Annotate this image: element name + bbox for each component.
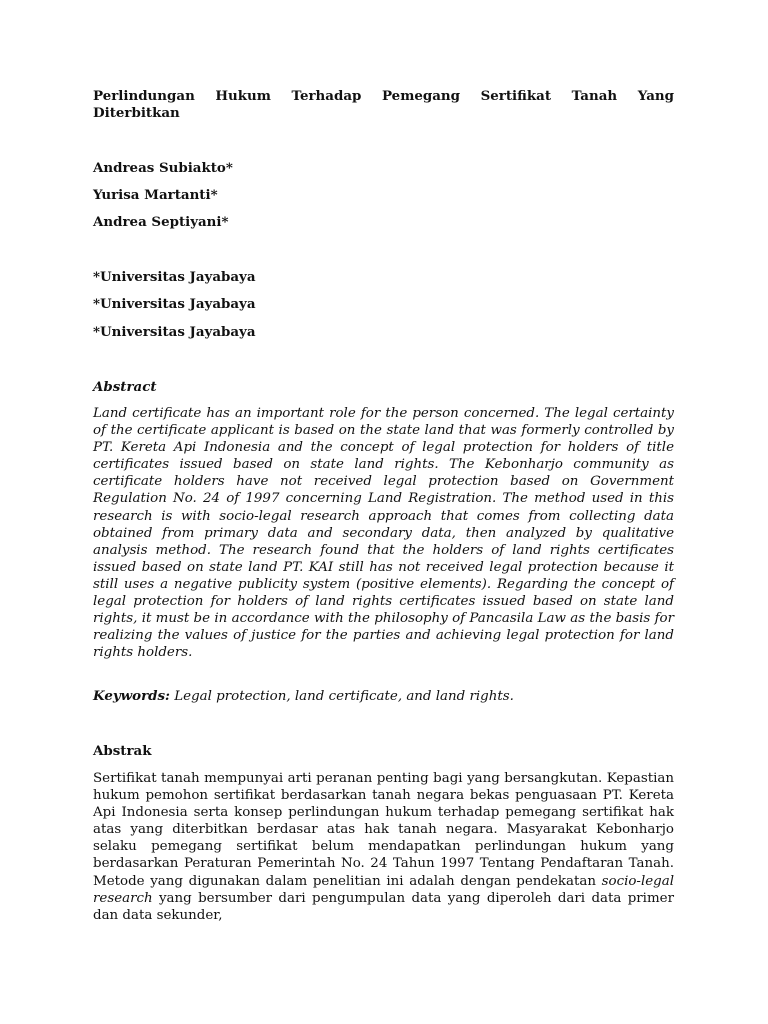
author-affiliation: *Universitas Jayabaya [93, 296, 256, 312]
keywords-text: Legal protection, land certificate, and land rights. [170, 689, 514, 704]
author-affiliation: *Universitas Jayabaya [93, 269, 256, 285]
abstract-body: Land certificate has an important role for the person concerned. The legal certainty of the certificate applicant is based on the state land that was formerly controlled by PT. Kereta Api Indonesia and the concept of legal protection for holders of title certificates issued based on state land rights. The Kebonharjo community as certificate holders have not received legal protection based on Government Regulation No. 24 of 1997 concerning Land Registration. The method used in this research is with socio-legal research approach that comes from collecting data obtained from primary data and secondary data, then analyzed by qualitative analysis method. The research found that the holders of land rights certificates issued based on state land PT. KAI still has not received legal protection because it still uses a negative publicity system (positive elements). Regarding the concept of legal protection for holders of land rights certificates issued based on state land rights, it must be in accordance with the philosophy of Pancasila Law as the basis for realizing the values of justice for the parties and achieving legal protection for land rights holders. [93, 406, 674, 661]
keywords-label: Keywords: [93, 688, 171, 704]
paper-title-line-1: Perlindungan Hukum Terhadap Pemegang Sertifikat Tanah Yang [93, 88, 674, 104]
paper-title-line-2: Diterbitkan [93, 105, 180, 121]
keywords-line [93, 688, 674, 705]
abstrak-body [93, 770, 674, 924]
abstrak-body-text: Sertifikat tanah mempunyai arti peranan penting bagi yang bersangkutan. Kepastian hukum pemohon sertifikat berdasarkan tanah negara bekas penguasaan PT. Kereta Api Indonesia serta konsep perlindungan hukum terhadap pemegang sertifikat hak atas yang diterbitkan berdasar atas hak tanah negara. Masyarakat Kebonharjo selaku pemegang sertifikat belum mendapatkan perlindungan hukum yang berdasarkan Peraturan Pemerintah No. 24 Tahun 1997 Tentang Pendaftaran Tanah. Metode yang digunakan dalam penelitian ini adalah dengan pendekatan [93, 771, 674, 889]
abstrak-body-text-continued: yang bersumber dari pengumpulan data yang diperoleh dari data primer dan data sekunder, [93, 890, 674, 923]
author-affiliation: *Universitas Jayabaya [93, 324, 256, 340]
paper-title [93, 88, 674, 122]
abstract-heading: Abstract [93, 379, 157, 395]
abstrak-body-italic-term: socio-legal research [93, 873, 674, 906]
abstrak-heading: Abstrak [93, 743, 152, 759]
author-name: Yurisa Martanti* [93, 187, 218, 203]
author-name: Andreas Subiakto* [93, 160, 233, 176]
author-name: Andrea Septiyani* [93, 214, 229, 230]
